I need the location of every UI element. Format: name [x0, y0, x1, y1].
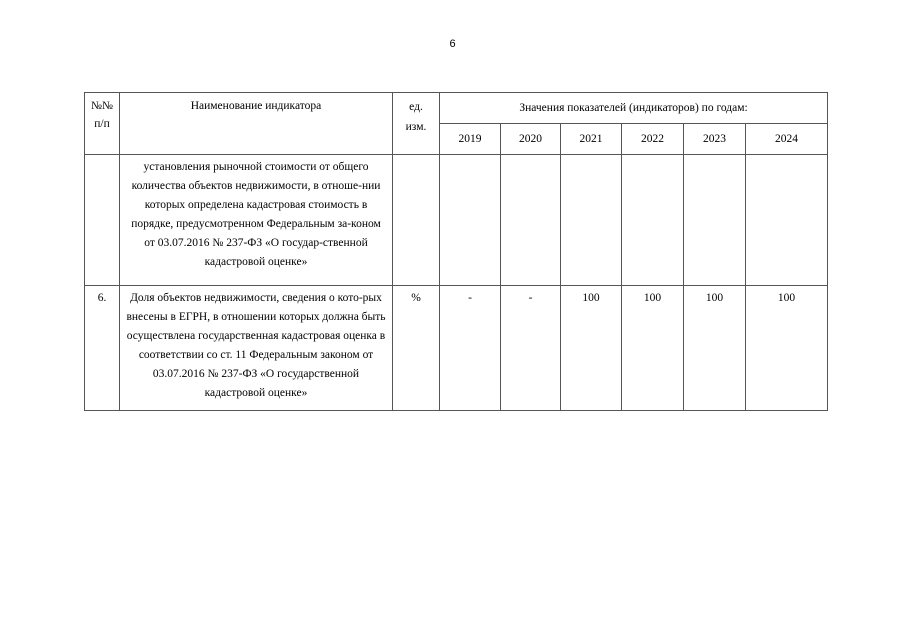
row-value: - — [440, 286, 501, 411]
row-value — [440, 155, 501, 286]
header-year: 2024 — [746, 124, 828, 155]
header-year: 2020 — [501, 124, 561, 155]
table-header-row — [85, 93, 828, 124]
row-value: 100 — [684, 286, 746, 411]
row-value — [561, 155, 622, 286]
row-value — [501, 155, 561, 286]
row-indicator-name: установления рыночной стоимости от общего количества объектов недвижимости, в отноше-нии которых определена кадастровая стоимость в порядке, предусмотренном Федеральным за-коном от 03.07.2016 № 237-ФЗ «О государ-ственной кадастровой оценке» — [120, 155, 393, 286]
header-year: 2021 — [561, 124, 622, 155]
header-indicator-name: Наименование индикатора — [120, 93, 393, 155]
row-value: 100 — [622, 286, 684, 411]
table-row — [85, 155, 828, 286]
row-value — [622, 155, 684, 286]
header-values-by-year: Значения показателей (индикаторов) по годам: — [440, 93, 828, 124]
row-value: - — [501, 286, 561, 411]
header-year: 2019 — [440, 124, 501, 155]
row-value: 100 — [746, 286, 828, 411]
row-number — [85, 155, 120, 286]
row-indicator-name: Доля объектов недвижимости, сведения о кото-рых внесены в ЕГРН, в отношении которых должна быть осуществлена государственная кадастровая оценка в соответствии со ст. 11 Федеральным законом от 03.07.2016 № 237-ФЗ «О государственной кадастровой оценке» — [120, 286, 393, 411]
page-number: 6 — [449, 38, 456, 50]
row-unit: % — [393, 286, 440, 411]
header-number: №№ п/п — [85, 93, 120, 155]
header-unit: ед. изм. — [393, 93, 440, 155]
row-value — [684, 155, 746, 286]
row-value — [746, 155, 828, 286]
table-row — [85, 286, 828, 411]
row-unit — [393, 155, 440, 286]
row-value: 100 — [561, 286, 622, 411]
indicators-table — [84, 92, 828, 411]
header-year: 2022 — [622, 124, 684, 155]
header-year: 2023 — [684, 124, 746, 155]
row-number: 6. — [85, 286, 120, 411]
